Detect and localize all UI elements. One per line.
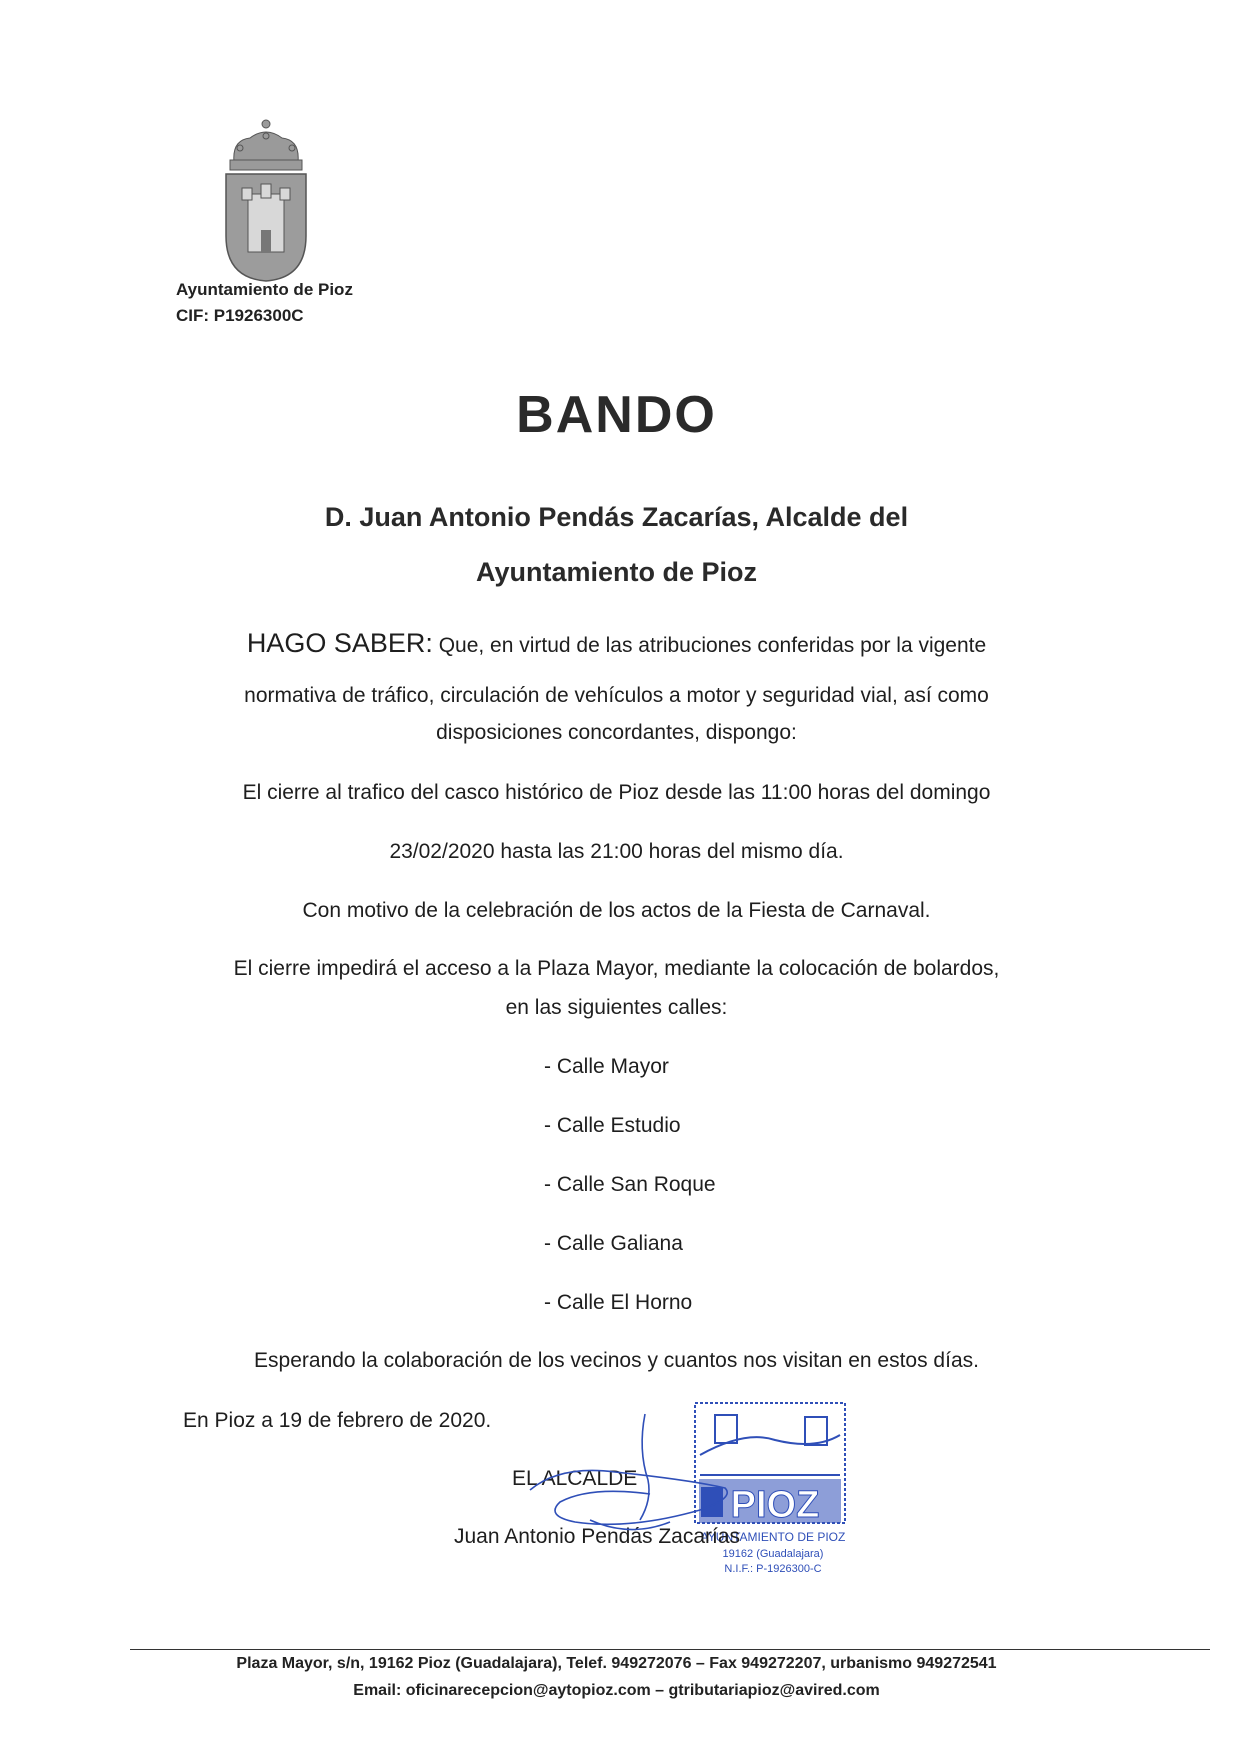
subtitle-line-2: Ayuntamiento de Pioz bbox=[475, 557, 758, 587]
intro-line-1-text: Que, en virtud de las atribuciones conferidas por la vigente bbox=[432, 634, 987, 657]
signer-name: Juan Antonio Pendás Zacarías bbox=[454, 1525, 741, 1548]
closing-text: Esperando la colaboración de los vecinos y cuantos nos visitan en estos días. bbox=[254, 1349, 979, 1372]
subtitle-line-1: D. Juan Antonio Pendás Zacarías, Alcalde del bbox=[324, 502, 909, 532]
coat-of-arms-logo bbox=[220, 118, 312, 284]
stamp-line-1: AYUNTAMIENTO DE PIOZ bbox=[700, 1530, 846, 1544]
hago-saber-label: HAGO SABER: bbox=[246, 628, 433, 658]
closure-line-2: 23/02/2020 hasta las 21:00 horas del mismo día. bbox=[389, 840, 844, 863]
street-item: - Calle Estudio bbox=[544, 1114, 681, 1137]
stamp-name: PIOZ bbox=[730, 1484, 820, 1526]
street-item: - Calle Mayor bbox=[544, 1055, 669, 1078]
intro-line-1 bbox=[0, 628, 1233, 659]
signer-title: EL ALCALDE bbox=[512, 1467, 638, 1490]
org-name: Ayuntamiento de Pioz bbox=[176, 280, 353, 299]
street-item: - Calle Galiana bbox=[544, 1232, 683, 1255]
intro-line-3: disposiciones concordantes, dispongo: bbox=[436, 721, 797, 744]
footer-email: Email: oficinarecepcion@aytopioz.com – gtributariapioz@avired.com bbox=[353, 1682, 880, 1699]
access-line-1: El cierre impedirá el acceso a la Plaza Mayor, mediante la colocación de bolardos, bbox=[233, 957, 1000, 980]
footer-address: Plaza Mayor, s/n, 19162 Pioz (Guadalajara), Telef. 949272076 – Fax 949272207, urbanismo 949272541 bbox=[236, 1655, 997, 1672]
stamp-line-2: 19162 (Guadalajara) bbox=[722, 1548, 824, 1560]
document-title: BANDO bbox=[516, 386, 717, 444]
place-date: En Pioz a 19 de febrero de 2020. bbox=[183, 1409, 492, 1432]
handwritten-signature bbox=[520, 1410, 740, 1540]
footer-divider bbox=[130, 1649, 1210, 1650]
intro-line-2: normativa de tráfico, circulación de vehículos a motor y seguridad vial, así como bbox=[244, 684, 989, 707]
street-item: - Calle San Roque bbox=[544, 1173, 716, 1196]
stamp-line-3: N.I.F.: P-1926300-C bbox=[724, 1563, 822, 1575]
closure-line-1: El cierre al trafico del casco histórico de Pioz desde las 11:00 horas del domingo bbox=[242, 781, 991, 804]
access-line-2: en las siguientes calles: bbox=[505, 996, 728, 1019]
motive-text: Con motivo de la celebración de los actos de la Fiesta de Carnaval. bbox=[302, 899, 931, 922]
street-item: - Calle El Horno bbox=[544, 1291, 693, 1314]
org-cif: CIF: P1926300C bbox=[176, 306, 304, 325]
